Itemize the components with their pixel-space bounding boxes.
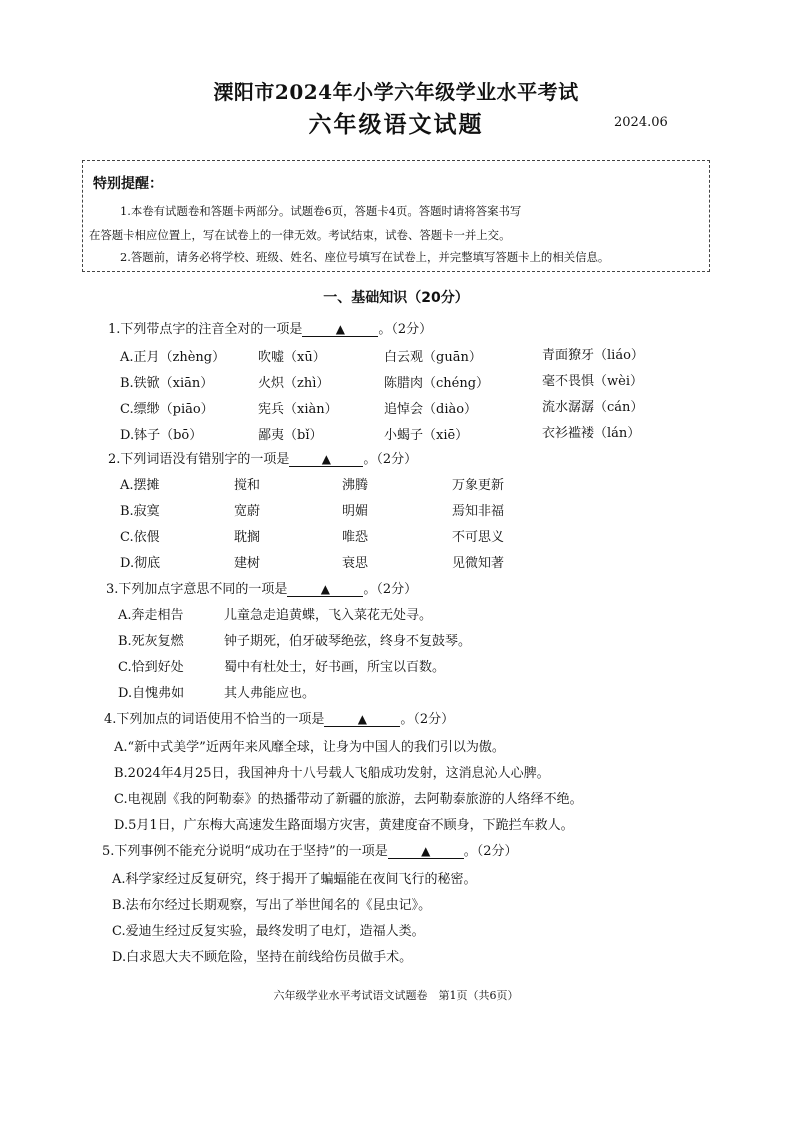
q1-option-b-word-4: 毫不畏惧（wèi） bbox=[542, 374, 643, 389]
q3-option-c-word: C.恰到好处 bbox=[118, 660, 184, 675]
q2-option-a-word-2: 搅和 bbox=[234, 478, 261, 493]
q2-option-c-word-3: 唯恐 bbox=[342, 530, 369, 545]
q4-option-b: B.2024年4月25日，我国神舟十八号载人飞船成功发射，这消息沁人心脾。 bbox=[114, 766, 550, 781]
q2-option-b-word-1: B.寂寞 bbox=[120, 504, 160, 519]
triangle-marker: ▲ bbox=[335, 322, 346, 336]
q5-option-b: B.法布尔经过长期观察，写出了举世闻名的《昆虫记》。 bbox=[112, 898, 432, 913]
q2-option-a-word-4: 万象更新 bbox=[452, 478, 505, 493]
q1-option-b-word-2: 火炽（zhì） bbox=[258, 376, 330, 391]
triangle-marker: ▲ bbox=[321, 452, 332, 466]
q1-option-d-word-1: D.钵子（bō） bbox=[120, 428, 203, 443]
q2-option-d-word-4: 见微知著 bbox=[452, 556, 505, 571]
q1-option-c-word-3: 追悼会（diào） bbox=[384, 402, 478, 417]
q3-option-d-word: D.自愧弗如 bbox=[118, 686, 185, 701]
question-4 bbox=[104, 708, 454, 727]
q1-option-d-word-2: 鄙夷（bǐ） bbox=[258, 428, 323, 443]
q3-option-d-sentence: 其人弗能应也。 bbox=[224, 686, 316, 701]
q1-option-d-word-4: 衣衫褴褛（lán） bbox=[542, 426, 641, 441]
answer-blank-4 bbox=[324, 712, 400, 727]
question-3 bbox=[106, 578, 417, 597]
question-2-score: 。（2分） bbox=[363, 452, 418, 467]
notice-line-1: 1.本卷有试题卷和答题卡两部分。试题卷6页，答题卡4页。答题时请将答案书写 bbox=[120, 204, 522, 218]
q3-option-b-sentence: 钟子期死，伯牙破琴绝弦，终身不复鼓琴。 bbox=[224, 634, 472, 649]
question-2 bbox=[108, 448, 417, 467]
q1-option-c-word-1: C.缥缈（piāo） bbox=[120, 402, 214, 417]
notice-line-3: 2.答题前，请务必将学校、班级、姓名、座位号填写在试卷上，并完整填写答题卡上的相关信息。 bbox=[120, 250, 610, 264]
section-heading: 一、基础知识（20分） bbox=[323, 290, 469, 306]
q2-option-a-word-1: A.摆摊 bbox=[120, 478, 160, 493]
triangle-marker: ▲ bbox=[357, 712, 368, 726]
q3-option-a-word: A.奔走相告 bbox=[118, 608, 184, 623]
q1-option-a-word-3: 白云观（guān） bbox=[384, 350, 482, 365]
q2-option-a-word-3: 沸腾 bbox=[342, 478, 369, 493]
q2-option-d-word-1: D.彻底 bbox=[120, 556, 161, 571]
q5-option-d: D.白求恩大夫不顾危险，坚持在前线给伤员做手术。 bbox=[112, 950, 413, 965]
notice-box bbox=[82, 160, 710, 272]
question-1-stem: 1.下列带点字的注音全对的一项是 bbox=[108, 322, 303, 337]
q3-option-a-sentence: 儿童急走追黄蝶，飞入菜花无处寻。 bbox=[224, 608, 433, 623]
question-5-stem: 5.下列事例不能充分说明“成功在于坚持”的一项是 bbox=[102, 844, 388, 859]
question-3-stem: 3.下列加点字意思不同的一项是 bbox=[106, 582, 288, 597]
q1-option-d-word-3: 小蝎子（xiē） bbox=[384, 428, 469, 443]
q2-option-d-word-3: 衰思 bbox=[342, 556, 369, 571]
answer-blank-1 bbox=[302, 322, 378, 337]
q5-option-a: A.科学家经过反复研究，终于揭开了蝙蝠能在夜间飞行的秘密。 bbox=[112, 872, 477, 887]
triangle-marker: ▲ bbox=[421, 844, 431, 858]
q2-option-c-word-2: 耽搁 bbox=[234, 530, 261, 545]
question-5-score: 。（2分） bbox=[463, 844, 518, 859]
q4-option-d: D.5月1日，广东梅大高速发生路面塌方灾害，黄建度奋不顾身，下跪拦车救人。 bbox=[114, 818, 574, 833]
question-2-stem: 2.下列词语没有错别字的一项是 bbox=[108, 452, 290, 467]
q3-option-b-word: B.死灰复燃 bbox=[118, 634, 184, 649]
question-1 bbox=[108, 318, 432, 337]
q1-option-b-word-1: B.铁锨（xiān） bbox=[120, 376, 214, 391]
q2-option-c-word-4: 不可思义 bbox=[452, 530, 505, 545]
q3-option-c-sentence: 蜀中有杜处士，好书画，所宝以百数。 bbox=[224, 660, 446, 675]
question-4-score: 。（2分） bbox=[400, 712, 455, 727]
triangle-marker: ▲ bbox=[320, 582, 331, 596]
question-3-score: 。（2分） bbox=[363, 582, 418, 597]
exam-date: 2024.06 bbox=[614, 115, 668, 130]
q4-option-c: C.电视剧《我的阿勒泰》的热播带动了新疆的旅游，去阿勒泰旅游的人络绎不绝。 bbox=[114, 792, 583, 807]
q1-option-a-word-2: 吹嘘（xū） bbox=[258, 350, 326, 365]
answer-blank-5 bbox=[388, 844, 464, 859]
question-4-stem: 4.下列加点的词语使用不恰当的一项是 bbox=[104, 712, 325, 727]
q2-option-b-word-2: 宽蔚 bbox=[234, 504, 261, 519]
q1-option-a-word-1: A.正月（zhèng） bbox=[120, 350, 226, 365]
question-5 bbox=[102, 840, 517, 859]
q1-option-a-word-4: 青面獠牙（liáo） bbox=[542, 348, 644, 363]
q1-option-c-word-2: 宪兵（xiàn） bbox=[258, 402, 338, 417]
exam-title: 溧阳市2024年小学六年级学业水平考试 bbox=[213, 80, 579, 104]
q1-option-c-word-4: 流水潺潺（cán） bbox=[542, 400, 644, 415]
q2-option-b-word-3: 明媚 bbox=[342, 504, 369, 519]
notice-line-2: 在答题卡相应位置上，写在试卷上的一律无效。考试结束，试卷、答题卡一并上交。 bbox=[89, 228, 511, 242]
paper-title: 六年级语文试题 bbox=[308, 111, 484, 138]
answer-blank-3 bbox=[287, 582, 363, 597]
q2-option-b-word-4: 焉知非福 bbox=[452, 504, 505, 519]
q4-option-a: A.“新中式美学”近两年来风靡全球，让身为中国人的我们引以为傲。 bbox=[114, 740, 505, 755]
answer-blank-2 bbox=[289, 452, 363, 467]
notice-title: 特别提醒： bbox=[93, 176, 163, 192]
question-1-score: 。（2分） bbox=[378, 322, 433, 337]
q5-option-c: C.爱迪生经过反复实验，最终发明了电灯，造福人类。 bbox=[112, 924, 425, 939]
q2-option-d-word-2: 建树 bbox=[234, 556, 261, 571]
q1-option-b-word-3: 陈腊肉（chéng） bbox=[384, 376, 490, 391]
page-footer: 六年级学业水平考试语文试题卷 第1页（共6页） bbox=[273, 989, 519, 1002]
q2-option-c-word-1: C.依偎 bbox=[120, 530, 160, 545]
